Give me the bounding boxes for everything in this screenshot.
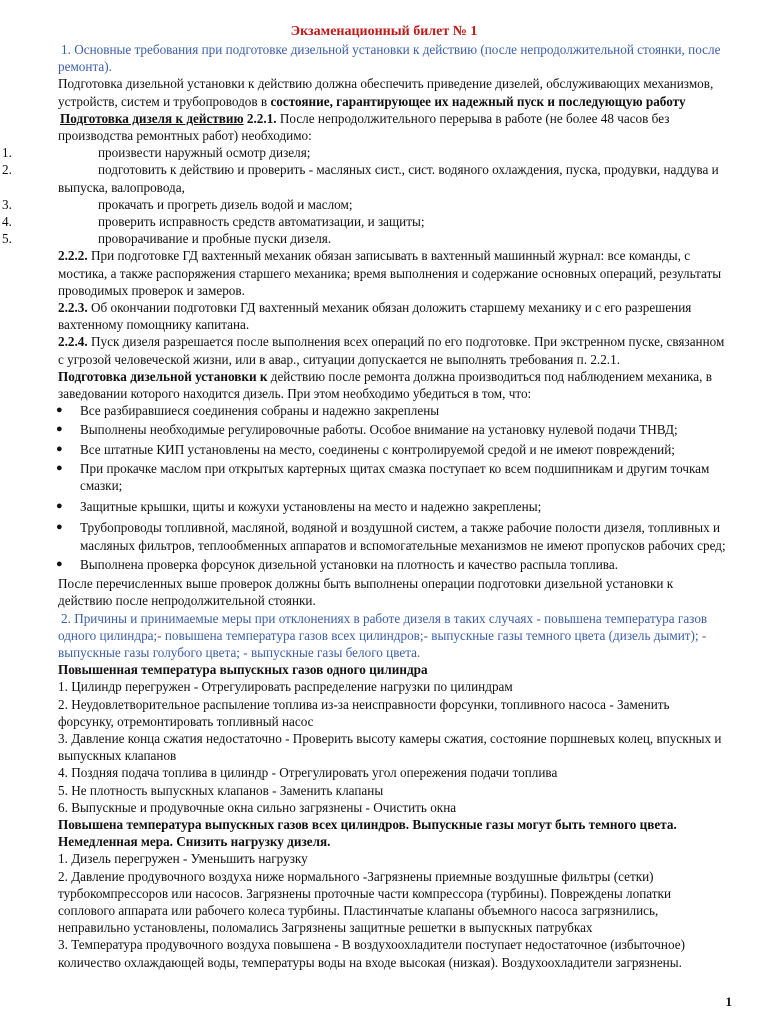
intro-bold: состояние, гарантирующее их надежный пуск и последующую работу (270, 93, 686, 109)
step-text: подготовить к действию и проверить - масляных сист., сист. водяного охлаждения, пуска, продувки, наддува и выпуска, валопровода, (58, 162, 719, 195)
step-text: произвести наружный осмотр дизеля; (98, 145, 311, 161)
bullet-icon: ● (56, 404, 63, 417)
cause-item: 3. Давление конца сжатия недостаточно - Проверить высоту камеры сжатия, состояние поршневых колец, впускных и выпускных клапанов (58, 730, 722, 764)
check-item (58, 498, 728, 515)
bullet-icon: ● (56, 423, 63, 436)
one-cylinder-heading (58, 661, 728, 678)
para-2-2-3-text: Об окончании подготовки ГД вахтенный механик обязан доложить старшему механику и с его разрешения вахтенному помощнику капитана. (58, 300, 692, 333)
step-number: 5. (2, 231, 12, 247)
cause-item: 5. Не плотность выпускных клапанов - Заменить клапаны (58, 782, 384, 798)
check-item (58, 421, 728, 438)
document-body (2, 41, 728, 971)
check-item (58, 402, 728, 419)
prep-heading: Подготовка дизеля к действию (60, 110, 244, 126)
step-text: проворачивание и пробные пуски дизеля. (98, 231, 332, 247)
bullet-icon: ● (56, 557, 63, 570)
para-2-2-4 (58, 333, 728, 367)
step-item (2, 161, 728, 195)
step-text: прокачать и прогреть дизель водой и маслом; (98, 196, 353, 212)
para-2-2-3 (58, 299, 728, 333)
step-text: проверить исправность средств автоматизации, и защиты; (98, 214, 425, 230)
step-item (2, 213, 728, 230)
para-2-2-4-text: Пуск дизеля разрешается после выполнения всех операций по его подготовке. При экстренном пуске, связанном с угрозой человеческой жизни, или в авар., ситуации допускается не выполнять требования п. 2.2.1. (58, 334, 725, 367)
bullet-icon: ● (56, 500, 63, 513)
question-2: 2. Причины и принимаемые меры при отклонениях в работе дизеля в таких случаях - повышена температура газов одного цилиндра;- повышена температура газов всех цилиндров;- выпускные газы темного цвета (дизель дымит); - выпускные газы голубого цвета; - выпускные газы белого цвета. (58, 610, 708, 660)
para-2-2-4-number: 2.2.4. (58, 334, 88, 350)
after-checks-paragraph: После перечисленных выше проверок должны быть выполнены операции подготовки дизельной установки к действию после непродолжительной стоянки. (58, 576, 674, 609)
cause-item: 1. Цилиндр перегружен - Отрегулировать распределение нагрузки по цилиндрам (58, 679, 513, 695)
step-number: 1. (2, 145, 12, 161)
para-2-2-2 (58, 247, 728, 299)
cause-item: 2. Неудовлетворительное распыление топлива из-за неисправности форсунки, топливного насоса - Заменить форсунку, отремонтировать топливный насос (58, 696, 670, 729)
one-cylinder-list (58, 678, 728, 816)
check-item (58, 441, 728, 458)
question-1: 1. Основные требования при подготовке дизельной установки к действию (после непродолжительной стоянки, после ремонта). (58, 42, 721, 75)
check-item (58, 556, 728, 573)
all-cylinders-list (58, 850, 728, 970)
cause-item: 2. Давление продувочного воздуха ниже нормального -Загрязнены приемные воздушные фильтры (сетки) турбокомпрессоров или насосов. Загрязнены проточные части компрессора (турбины). Повреждены лопатки соплового аппарата или рабочего колеса турбины. Пластинчатые клапаны объемного насоса загрязнились, неправильно установлены, поломались Загрязнены защитные решетки в выпускных патрубках (58, 868, 672, 936)
step-number: 2. (2, 162, 12, 178)
para-2-2-2-number: 2.2.2. (58, 248, 88, 264)
check-text: Выполнена проверка форсунок дизельной установки на плотность и качество распыла топлива. (80, 556, 618, 572)
bullet-icon: ● (56, 461, 63, 474)
step-item (2, 196, 728, 213)
cause-item: 3. Температура продувочного воздуха повышена - В воздухоохладители поступает недостаточное (избыточное) количество охлаждающей воды, температуры воды на входе высокая (низкая). Воздухоохладители загрязнены. (58, 937, 685, 970)
cause-item: 1. Дизель перегружен - Уменьшить нагрузку (58, 851, 308, 867)
check-text: При прокачке маслом при открытых картерных щитах смазка поступает ко всем подшипникам и другим точкам смазки; (80, 460, 710, 494)
cause-item: 4. Поздняя подача топлива в цилиндр - Отрегулировать угол опережения подачи топлива (58, 765, 558, 781)
ticket-title: Экзаменационный билет № 1 (290, 24, 478, 39)
step-number: 4. (2, 214, 12, 230)
check-text: Защитные крышки, щиты и кожухи установлены на место и надежно закреплены; (80, 499, 542, 515)
check-text: Все штатные КИП установлены на место, соединены с контролируемой средой и не имеют повреждений; (80, 441, 675, 457)
check-text: Выполнены необходимые регулировочные работы. Особое внимание на установку нулевой подачи ТНВД; (80, 422, 678, 438)
step-item (2, 144, 728, 161)
check-item (58, 460, 728, 494)
prep-number: 2.2.1. (243, 110, 277, 126)
cause-item: 6. Выпускные и продувочные окна сильно загрязнены - Очистить окна (58, 799, 457, 815)
bullet-icon: ● (56, 521, 63, 534)
check-text: Все разбиравшиеся соединения собраны и надежно закреплены (80, 403, 440, 419)
page-number: 1 (725, 994, 732, 1009)
repair-heading: Подготовка дизельной установки к (58, 368, 268, 384)
step-number: 3. (2, 196, 12, 212)
prep-paragraph (58, 110, 728, 144)
steps-list (2, 144, 728, 247)
step-item (2, 230, 728, 247)
repair-text: действию после ремонта должна производиться под наблюдением механика, в заведовании которого находится дизель. При этом необходимо убедиться в том, что: (58, 368, 712, 402)
check-text: Трубопроводы топливной, масляной, водяной и воздушной систем, а также рабочие полости дизеля, топливных и масляных фильтров, теплообменных аппаратов и вспомогательные механизмов не имеют пропусков рабочих сред; (80, 520, 726, 553)
bullet-icon: ● (56, 442, 63, 455)
check-item (58, 519, 728, 553)
para-2-2-3-number: 2.2.3. (58, 300, 88, 316)
para-2-2-2-text: При подготовке ГД вахтенный механик обязан записывать в вахтенный машинный журнал: все команды, с мостика, а также распоряжения старшего механика; время выполнения и содержание основных операций, результаты проводимых проверок и замеров. (58, 248, 722, 298)
repair-paragraph (58, 368, 728, 402)
intro-text: Подготовка дизельной установки к действию должна обеспечить приведение дизелей, обслуживающих механизмов, устройств, систем и трубопроводов в (58, 76, 714, 109)
all-cylinders-heading-text: Повышена температура выпускных газов всех цилиндров. Выпускные газы могут быть темного цвета. Немедленная мера. Снизить нагрузку дизеля. (58, 816, 677, 850)
prep-text: После непродолжительного перерыва в работе (не более 48 часов без производства ремонтных работ) необходимо: (58, 110, 670, 144)
one-cylinder-heading-text: Повышенная температура выпускных газов одного цилиндра (58, 662, 428, 678)
checks-list (58, 402, 728, 573)
all-cylinders-heading (58, 816, 728, 850)
intro-paragraph (58, 75, 728, 109)
